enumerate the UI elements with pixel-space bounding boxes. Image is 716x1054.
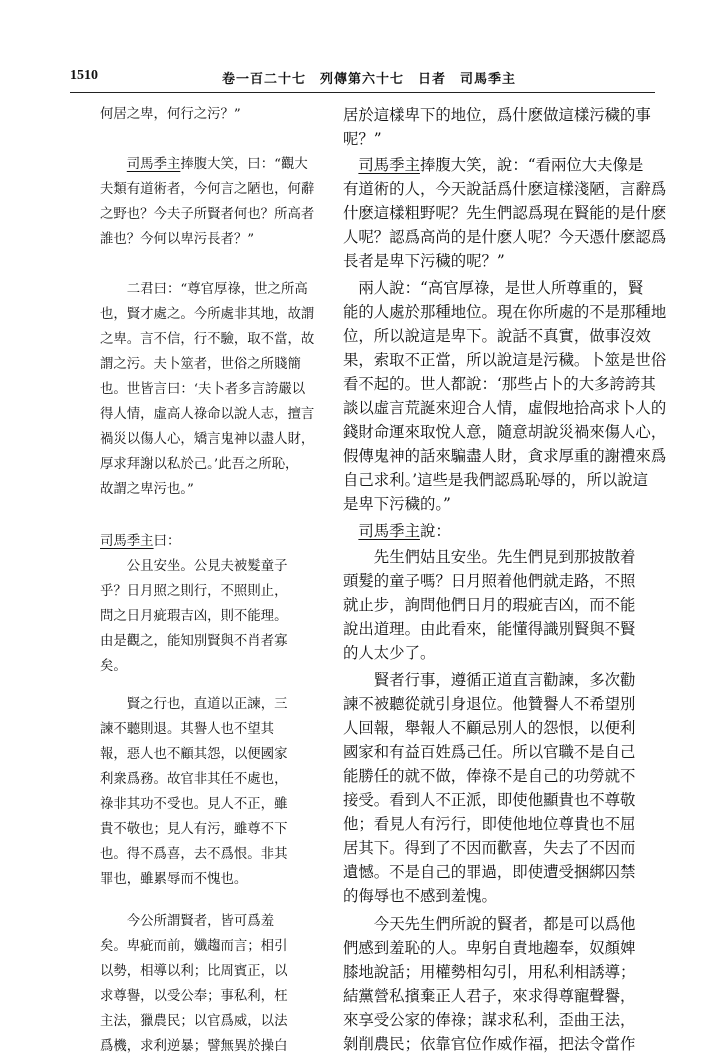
- text-line: [100, 283, 308, 296]
- text-line: [343, 254, 505, 269]
- line-text: 諫不被聽從就引身退位。他贊譽人不希望別: [343, 695, 636, 713]
- line-text: 能勝任的就不做，俸祿不是自己的功勞就不: [343, 767, 636, 785]
- line-text: 乎？日月照之則行，不照則止，: [100, 584, 288, 599]
- line-text: 之卑。言不信，行不驗，取不當，故: [100, 332, 315, 347]
- line-text: 祿非其功不受也。見人不正，雖: [100, 797, 288, 812]
- text-line: [343, 473, 648, 488]
- line-text: 今公所謂賢者，皆可爲羞: [126, 914, 275, 929]
- text-line: [343, 230, 666, 245]
- text-line: [343, 574, 635, 589]
- line-text: 長者是卑下污穢的呢？”: [343, 252, 505, 270]
- line-text: 矣。卑疵而前，孅趨而言；相引: [100, 939, 288, 954]
- line-text: 居於這樣卑下的地位，爲什麽做這樣污穢的事: [343, 106, 651, 124]
- text-line: [343, 721, 635, 736]
- line-text: 之野也？今夫子所賢者何也？所高者: [100, 207, 315, 222]
- line-text: 來享受公家的俸祿；謀求私利，歪曲王法，: [343, 1011, 636, 1029]
- text-line: [100, 940, 287, 953]
- line-text: 假傳鬼神的話來騙盡人財，貪求厚重的謝禮來爲: [343, 447, 667, 465]
- line-text: 遺憾。不是自己的罪過，即使遭受捆綁囚禁: [343, 863, 636, 881]
- text-line: [100, 208, 314, 221]
- text-line: [100, 535, 180, 548]
- line-text: 以勢，相導以利；比周賓正，以: [100, 964, 288, 979]
- line-text: 捧腹大笑，曰：“觀大: [180, 157, 308, 172]
- running-head: 卷一百二十七 列傳第六十七 日者 司馬季主: [222, 72, 517, 87]
- line-text: 的侮辱也不感到羞愧。: [343, 887, 497, 905]
- text-line: [100, 183, 314, 196]
- text-line: [100, 610, 287, 623]
- line-text: 就止步，詢問他們日月的瑕疵吉凶，而不能: [343, 596, 636, 614]
- line-text: 罪也，雖累辱而不愧也。: [100, 872, 248, 887]
- text-line: [343, 697, 635, 712]
- line-text: 厚求拜謝以私於己。’此吾之所恥，: [100, 457, 299, 472]
- text-line: [343, 941, 635, 956]
- text-line: [343, 989, 635, 1004]
- text-line: [343, 206, 666, 221]
- line-text: 曰：: [153, 534, 181, 549]
- text-line: [343, 865, 635, 880]
- line-text: 也。得不爲喜，去不爲恨。非其: [100, 847, 288, 862]
- line-text: 錢財命運來取悅人意，隨意胡說災禍來傷人心，: [343, 423, 667, 441]
- text-line: [100, 108, 241, 121]
- line-text: 捧腹大笑，說：“看兩位大夫像是: [419, 156, 644, 174]
- line-text: 得人情，虛高人祿命以說人志，擅言: [100, 407, 315, 422]
- text-line: [100, 798, 287, 811]
- text-line: [100, 635, 287, 648]
- line-text: 兩人說：“高官厚祿，是世人所尊重的，賢: [358, 279, 644, 297]
- text-line: [343, 793, 635, 808]
- header-rule: [70, 92, 655, 93]
- line-text: 何居之卑，何行之污？”: [100, 107, 241, 122]
- line-text: 居其下。得到了不因而歡喜，失去了不因而: [343, 839, 636, 857]
- text-line: [100, 358, 301, 371]
- line-text: 爲機，求利逆暴；譬無異於操白: [100, 1039, 288, 1054]
- text-line: [343, 622, 635, 637]
- line-text: 也，賢才處之。今所處非其地，故謂: [100, 307, 315, 322]
- text-line: [343, 769, 635, 784]
- line-text: 有道術的人，今天說話爲什麽這樣淺陋，言辭爲: [343, 180, 667, 198]
- line-text: 他；看見人有污行，即使他地位尊貴也不屈: [343, 815, 636, 833]
- line-text: 先生們姑且安坐。先生們見到那披散着: [373, 548, 636, 566]
- speaker-name: 司馬季主: [126, 157, 181, 172]
- line-text: 國家和有益百姓爲己任。所以官職不是自己: [343, 743, 636, 761]
- text-line: [100, 873, 247, 886]
- line-text: 們感到羞恥的人。卑躬自責地趨奉，奴顏婢: [343, 939, 636, 957]
- line-text: 利衆爲務。故官非其任不處也，: [100, 772, 288, 787]
- line-text: 二君曰：“尊官厚祿，世之所高: [126, 282, 308, 297]
- line-text: 剝削農民；依靠官位作威作福，把法令當作: [343, 1035, 636, 1053]
- line-text: 是卑下污穢的。”: [343, 495, 451, 513]
- text-line: [343, 108, 651, 123]
- text-line: [100, 308, 314, 321]
- line-text: 說：: [419, 522, 451, 540]
- text-line: [343, 377, 656, 392]
- line-text: 今天先生們所說的賢者，都是可以爲他: [373, 915, 636, 933]
- text-line: [100, 333, 314, 346]
- text-line: [100, 1015, 287, 1028]
- text-line: [100, 773, 287, 786]
- text-line: [343, 281, 643, 296]
- text-line: [343, 550, 635, 565]
- text-line: [343, 353, 666, 368]
- line-text: 謂之污。夫卜筮者，世俗之所賤簡: [100, 357, 301, 372]
- text-line: [343, 817, 635, 832]
- text-line: [100, 965, 287, 978]
- page-number: 1510: [70, 68, 98, 83]
- line-text: 由是觀之，能知別賢與不肖者寡: [100, 634, 288, 649]
- text-line: [343, 673, 635, 688]
- text-line: [100, 483, 194, 496]
- text-line: [100, 660, 127, 673]
- speaker-name: 司馬季主: [358, 156, 420, 174]
- text-line: [343, 1013, 635, 1028]
- text-line: [100, 458, 298, 471]
- text-line: [100, 560, 287, 573]
- text-line: [100, 698, 287, 711]
- text-line: [343, 449, 666, 464]
- line-text: 果，索取不正當，所以說這是污穢。卜筮是世俗: [343, 351, 667, 369]
- text-line: [100, 723, 274, 736]
- text-line: [343, 305, 666, 320]
- line-text: 賢者行事，遵循正道直言勸諫，多次勸: [373, 671, 636, 689]
- line-text: 膝地說話；用權勢相勾引，用私利相誘導；: [343, 963, 636, 981]
- text-line: [100, 433, 314, 446]
- text-line: [100, 1040, 287, 1053]
- line-text: 看不起的。世人都說：‘那些占卜的大多誇誇其: [343, 375, 656, 393]
- line-text: 說出道理。由此看來，能懂得識別賢與不賢: [343, 620, 636, 638]
- text-line: [100, 823, 287, 836]
- text-line: [100, 915, 274, 928]
- line-text: 問之日月疵瑕吉凶，則不能理。: [100, 609, 288, 624]
- line-text: 公且安坐。公見夫被髮童子: [126, 559, 288, 574]
- text-line: [343, 329, 651, 344]
- line-text: 人呢？認爲高尚的是什麽人呢？今天憑什麽認爲: [343, 228, 667, 246]
- line-text: 貴不敬也；見人有污，雖尊不下: [100, 822, 288, 837]
- text-line: [100, 748, 287, 761]
- line-text: 誰也？今何以卑污長者？”: [100, 232, 255, 247]
- text-line: [100, 158, 308, 171]
- text-line: [343, 497, 451, 512]
- text-line: [100, 990, 287, 1003]
- page-header: [70, 68, 655, 88]
- text-line: [343, 158, 643, 173]
- text-line: [343, 524, 451, 539]
- speaker-name: 司馬季主: [358, 522, 420, 540]
- line-text: 自己求利。’這些是我們認爲恥辱的，所以說這: [343, 471, 649, 489]
- text-line: [343, 401, 666, 416]
- text-line: [343, 841, 635, 856]
- line-text: 賢之行也，直道以正諫，三: [126, 697, 288, 712]
- line-text: 頭髮的童子嗎？日月照着他們就走路，不照: [343, 572, 636, 590]
- line-text: 禍災以傷人心，矯言鬼神以盡人財，: [100, 432, 315, 447]
- line-text: 諫不聽則退。其譽人也不望其: [100, 722, 275, 737]
- text-line: [343, 889, 497, 904]
- line-text: 呢？”: [343, 130, 382, 148]
- line-text: 結黨營私擯棄正人君子，來求得尊寵聲譽，: [343, 987, 636, 1005]
- line-text: 位，所以說這是卑下。說話不真實，做事沒效: [343, 327, 651, 345]
- text-line: [343, 598, 635, 613]
- line-text: 談以虛言荒誕來迎合人情，虛假地拾高求卜人的: [343, 399, 667, 417]
- text-line: [343, 132, 382, 147]
- line-text: 故謂之卑污也。”: [100, 482, 194, 497]
- line-text: 求尊譽，以受公奉；事私利，枉: [100, 989, 288, 1004]
- text-line: [343, 646, 435, 661]
- line-text: 的人太少了。: [343, 644, 436, 662]
- text-line: [343, 745, 635, 760]
- text-line: [100, 383, 305, 396]
- text-line: [100, 848, 287, 861]
- speaker-name: 司馬季主: [100, 534, 154, 549]
- line-text: 人回報，舉報人不顧忌別人的怨恨，以便利: [343, 719, 636, 737]
- line-text: 能的人處於那種地位。現在你所處的不是那種地: [343, 303, 667, 321]
- text-line: [100, 585, 287, 598]
- line-text: 主法，獵農民；以官爲威，以法: [100, 1014, 288, 1029]
- text-line: [100, 233, 254, 246]
- line-text: 矣。: [100, 659, 127, 674]
- text-line: [343, 965, 635, 980]
- line-text: 什麽這樣粗野呢？先生們認爲現在賢能的是什麽: [343, 204, 667, 222]
- text-line: [100, 408, 314, 421]
- line-text: 接受。看到人不正派，即使他顯貴也不尊敬: [343, 791, 636, 809]
- text-line: [343, 917, 635, 932]
- text-line: [343, 1037, 635, 1052]
- line-text: 報，惡人也不顧其怨，以便國家: [100, 747, 288, 762]
- text-line: [343, 425, 666, 440]
- text-line: [343, 182, 666, 197]
- line-text: 夫類有道術者，今何言之陋也，何辭: [100, 182, 315, 197]
- line-text: 也。世皆言曰：‘夫卜者多言誇嚴以: [100, 382, 306, 397]
